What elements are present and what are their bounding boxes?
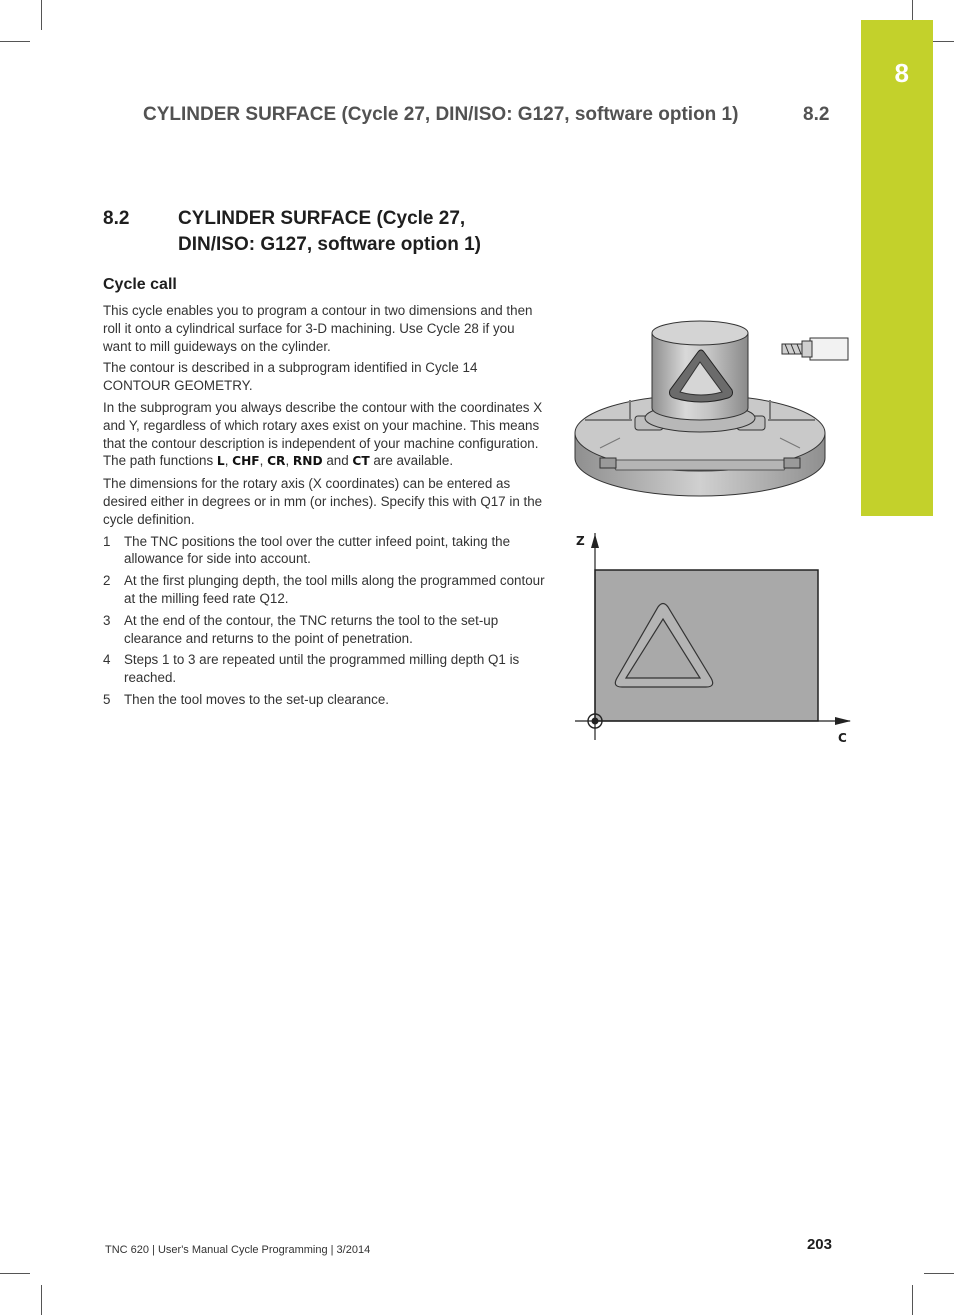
crop-mark <box>41 1285 42 1315</box>
cylinder-surface-figure <box>570 308 860 763</box>
running-head-number: 8.2 <box>803 104 830 125</box>
step-item <box>103 612 545 648</box>
step-text: At the end of the contour, the TNC returns the tool to the set-up clearance and returns to the point of penetration. <box>124 612 499 646</box>
paragraph: The contour is described in a subprogram identified in Cycle 14 CONTOUR GEOMETRY. <box>103 360 478 394</box>
section-number: 8.2 <box>103 208 130 229</box>
path-function-cr: CR <box>267 454 286 469</box>
paragraph-text: In the subprogram you always describe the contour with the coordinates X and Y, regardless of which rotary axes exist on your machine. This means that the contour description is independent of your machine configuration. The path functions <box>103 399 543 469</box>
paragraph-and: and <box>326 453 349 469</box>
paragraph: In the subprogram you always describe the contour with the coordinates X and Y, regardless of which rotary axes exist on your machine. This means that the contour description is independent of your machine configuration. The path functions L, CHF, CR, RND and CT are available. <box>103 399 543 469</box>
body-text <box>103 302 545 713</box>
crop-mark <box>41 0 42 30</box>
step-text: Steps 1 to 3 are repeated until the programmed milling depth Q1 is reached. <box>124 652 520 686</box>
path-function-l: L <box>216 454 225 469</box>
z-axis-label: Z <box>576 534 585 548</box>
crop-mark <box>924 1273 954 1274</box>
z-axis-arrow <box>591 534 599 548</box>
running-head <box>143 104 833 126</box>
chapter-number: 8 <box>894 58 909 88</box>
chapter-tab <box>861 20 933 516</box>
subsection-title: Cycle call <box>103 276 177 293</box>
step-text: At the first plunging depth, the tool mills along the programmed contour at the milling feed rate Q12. <box>124 573 545 606</box>
milling-tool <box>782 338 848 360</box>
paragraph: The dimensions for the rotary axis (X coordinates) can be entered as desired either in degrees or in mm (or inches). Specify this with Q17 in the cycle definition. <box>103 476 543 527</box>
unrolled-contour-diagram <box>575 533 851 740</box>
step-number: 3 <box>103 612 111 628</box>
step-text: The TNC positions the tool over the cutter infeed point, taking the allowance for side into account. <box>124 533 511 567</box>
step-item <box>103 533 545 569</box>
paragraph: This cycle enables you to program a contour in two dimensions and then roll it onto a cylindrical surface for 3-D machining. Use Cycle 28 if you want to mill guideways on the cylinder. <box>103 303 533 354</box>
crop-mark <box>0 41 30 42</box>
page-number: 203 <box>806 1236 832 1253</box>
step-item <box>103 691 545 709</box>
paragraph-end: are available. <box>373 453 454 469</box>
section-title-line2: DIN/ISO: G127, software option 1) <box>178 234 481 255</box>
c-axis-arrow <box>835 717 851 725</box>
cylinder-illustration <box>570 308 860 758</box>
path-function-ct: CT <box>352 454 370 469</box>
c-axis-label: C <box>838 731 847 745</box>
step-number: 5 <box>103 691 111 707</box>
section-title <box>178 206 568 258</box>
running-head-title: CYLINDER SURFACE (Cycle 27, DIN/ISO: G127, software option 1) <box>143 104 739 125</box>
step-text: Then the tool moves to the set-up clearance. <box>124 691 389 707</box>
steps-list <box>103 533 545 709</box>
path-function-rnd: RND <box>292 454 323 469</box>
footer-text: TNC 620 | User's Manual Cycle Programming | 3/2014 <box>105 1244 371 1256</box>
step-item <box>103 651 545 687</box>
section-title-line1: CYLINDER SURFACE (Cycle 27, <box>178 208 466 229</box>
crop-mark <box>912 1285 913 1315</box>
step-number: 4 <box>103 652 111 668</box>
crop-mark <box>0 1273 30 1274</box>
cylinder-workpiece <box>645 321 755 432</box>
step-number: 2 <box>103 573 111 589</box>
path-function-chf: CHF <box>232 454 260 469</box>
step-number: 1 <box>103 533 111 549</box>
step-item <box>103 572 545 608</box>
